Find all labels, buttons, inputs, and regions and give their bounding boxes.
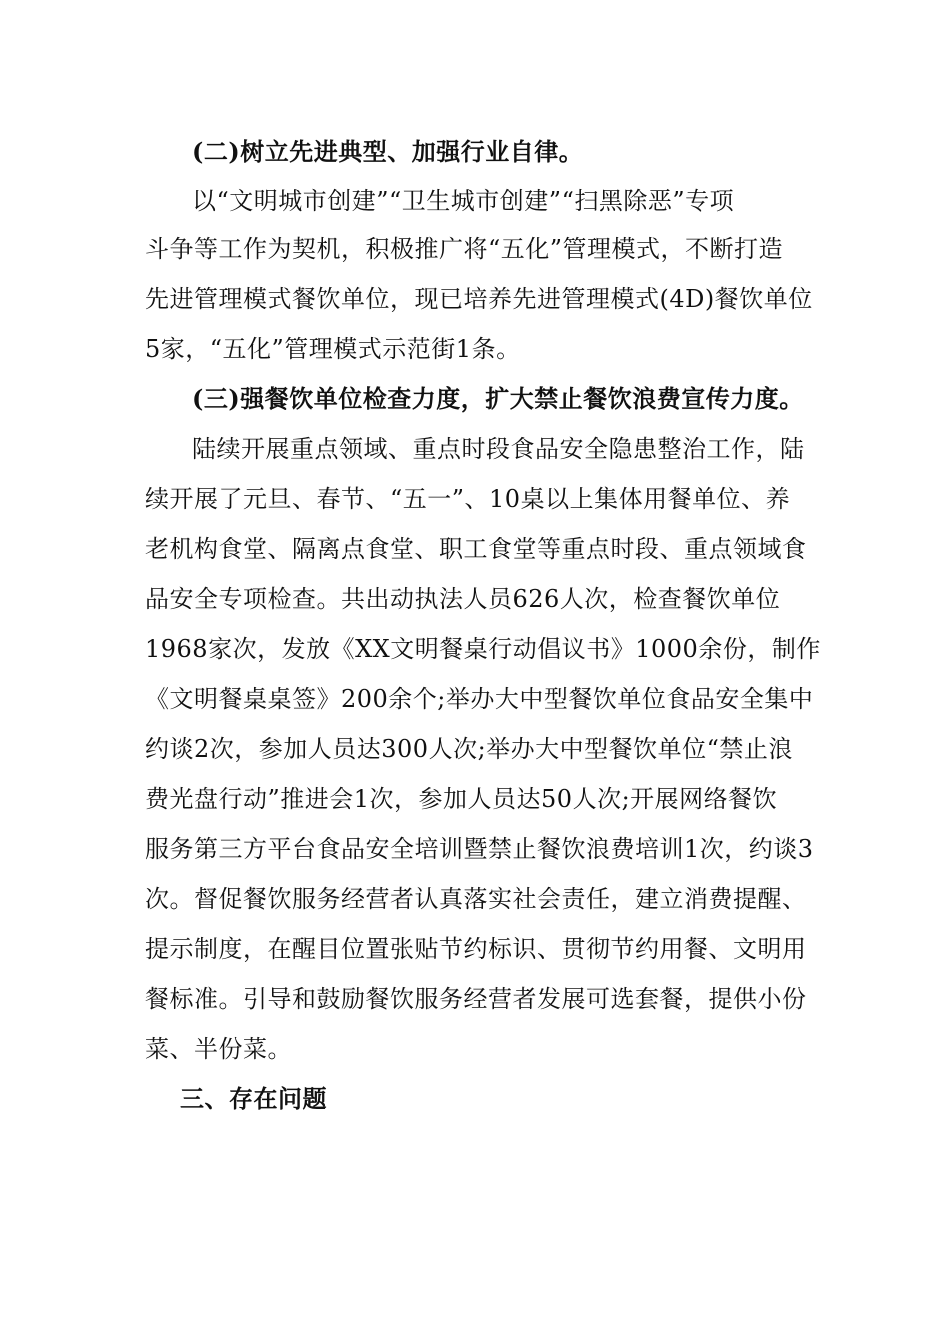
paragraph-line: 餐标准。引导和鼓励餐饮服务经营者发展可选套餐，提供小份	[145, 985, 807, 1013]
heading-inspection: (三)强餐饮单位检查力度，扩大禁止餐饮浪费宣传力度。	[192, 384, 804, 413]
paragraph-line: 5家，“五化”管理模式示范街1条。	[145, 335, 521, 363]
paragraph-line: 斗争等工作为契机，积极推广将“五化”管理模式，不断打造	[145, 235, 784, 263]
heading-advanced-models: (二)树立先进典型、加强行业自律。	[192, 137, 584, 166]
paragraph-line: 1968家次，发放《XX文明餐桌行动倡议书》1000余份，制作	[145, 635, 821, 663]
paragraph-line: 以“文明城市创建”“卫生城市创建”“扫黑除恶”专项	[192, 187, 735, 215]
paragraph-line: 次。督促餐饮服务经营者认真落实社会责任，建立消费提醒、	[145, 885, 807, 913]
paragraph-line: 费光盘行动”推进会1次，参加人员达50人次;开展网络餐饮	[145, 785, 778, 813]
paragraph-line: 品安全专项检查。共出动执法人员626人次，检查餐饮单位	[145, 585, 781, 613]
paragraph-line: 老机构食堂、隔离点食堂、职工食堂等重点时段、重点领域食	[145, 535, 807, 563]
paragraph-line: 《文明餐桌桌签》200余个;举办大中型餐饮单位食品安全集中	[145, 685, 814, 713]
paragraph-line: 续开展了元旦、春节、“五一”、10桌以上集体用餐单位、养	[145, 485, 791, 513]
paragraph-line: 菜、半份菜。	[145, 1035, 292, 1063]
paragraph-line: 服务第三方平台食品安全培训暨禁止餐饮浪费培训1次，约谈3	[145, 835, 814, 863]
paragraph-line: 提示制度，在醒目位置张贴节约标识、贯彻节约用餐、文明用	[145, 935, 807, 963]
paragraph-line: 陆续开展重点领域、重点时段食品安全隐患整治工作，陆	[192, 435, 805, 463]
paragraph-line: 先进管理模式餐饮单位，现已培养先进管理模式(4D)餐饮单位	[145, 285, 813, 313]
section-title-issues: 三、存在问题	[180, 1084, 327, 1113]
paragraph-line: 约谈2次，参加人员达300人次;举办大中型餐饮单位“禁止浪	[145, 735, 793, 763]
